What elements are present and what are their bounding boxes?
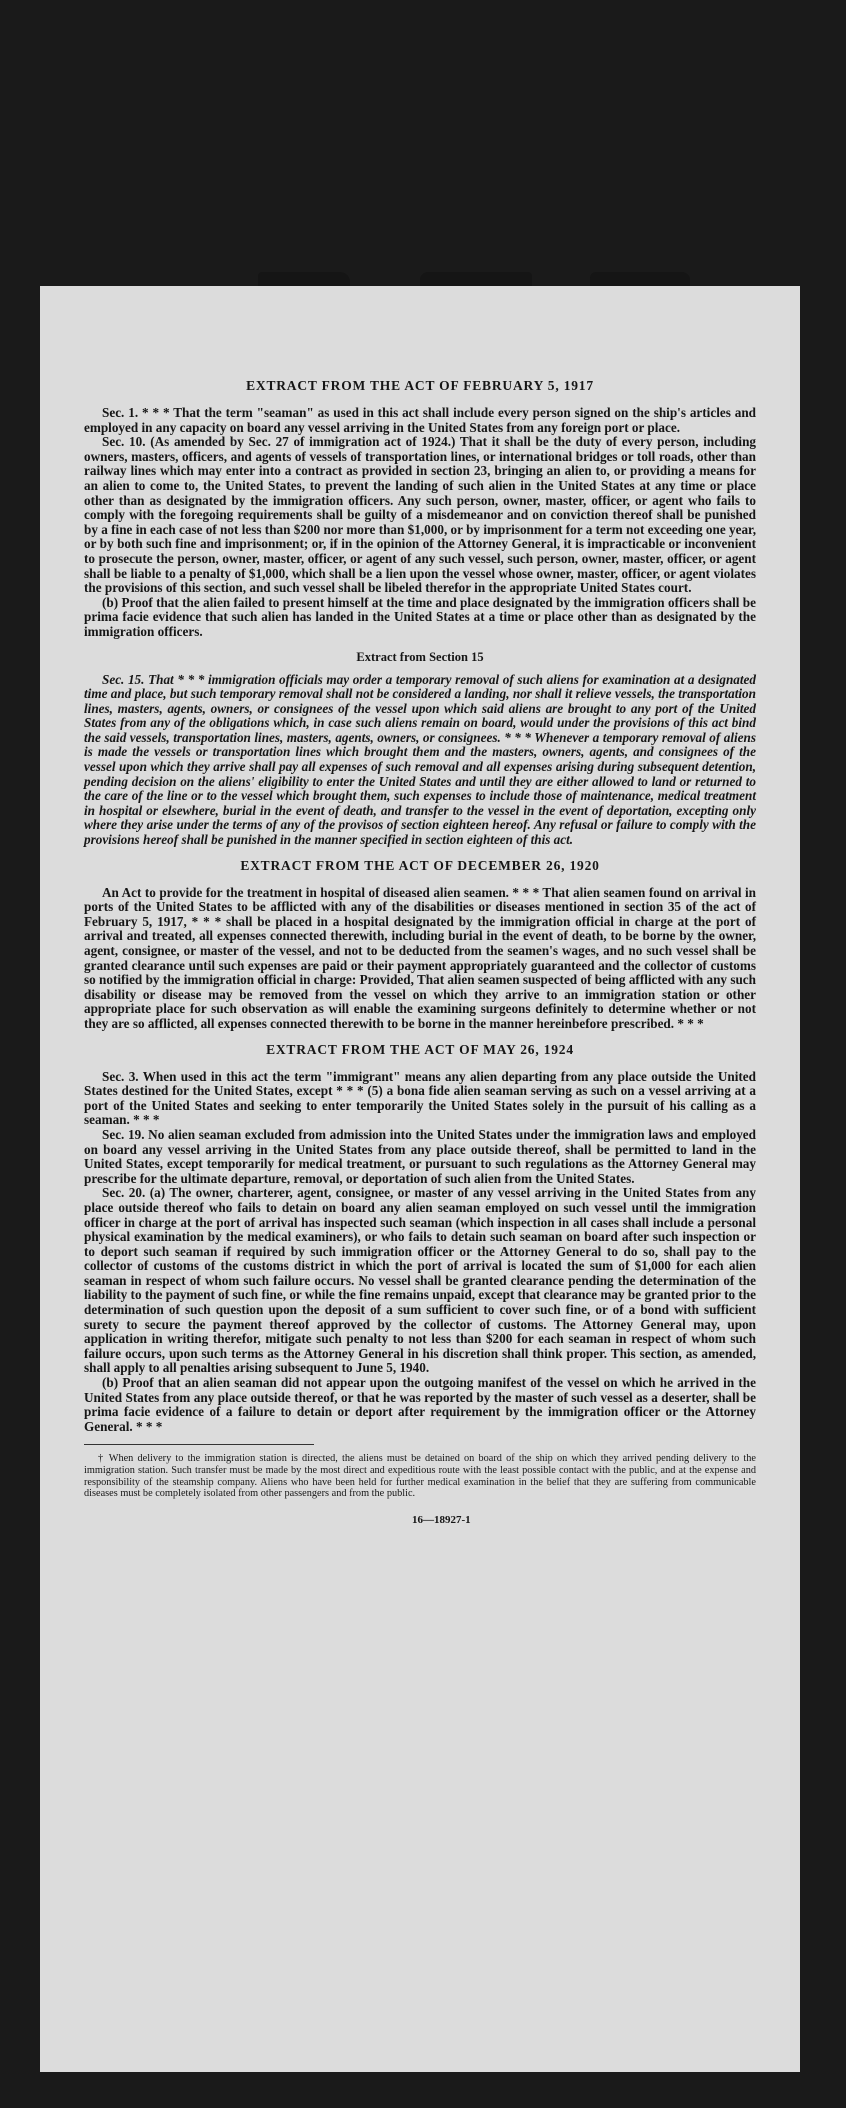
paragraph: (b) Proof that an alien seaman did not appear upon the outgoing manifest of the vessel on which he arrived in the United States from any place outside thereof, or that he was reported by the master of such vessel as a deserter, shall be prima facie evidence of a failure to detain or deport after requirement by the immigration officer or the Attorney General. * * *: [84, 1375, 756, 1434]
section-15-extract: [84, 650, 756, 848]
paragraph: (b) Proof that the alien failed to present himself at the time and place designated by the immigration officers shall be prima facie evidence that such alien has landed in the United States at a time or place other than as designated by the immigration officers.: [84, 594, 756, 639]
document-page: [40, 286, 800, 2072]
section-act-1917: [84, 378, 756, 640]
paragraph: Sec. 20. (a) The owner, charterer, agent, consignee, or master of any vessel arriving in the United States from any place outside thereof who fails to detain on board any alien seaman employed on such vessel until the immigration officer in charge at the port of arrival has inspected such seaman (which inspection in all cases shall include a personal physical examination by the medical examiners), or who fails to detain such seaman on board after such inspection or to deport such seaman if required by such immigration officer or the Attorney General to do so, shall pay to the collector of customs of the customs district in which the port of arrival is located the sum of $1,000 for each alien seaman in respect of whom such failure occurs. No vessel shall be granted clearance pending the determination of the liability to the payment of such fine, or while the fine remains unpaid, except that clearance may be granted prior to the determination of such question upon the deposit of a sum sufficient to cover such fine, or of a bond with sufficient surety to secure the payment thereof approved by the collector of customs. The Attorney General may, upon application in writing therefor, mitigate such penalty to not less than $200 for each seaman in respect of whom such failure occurs, upon such terms as the Attorney General in his discretion shall think proper. This section, as amended, shall apply to all penalties arising subsequent to June 5, 1940.: [84, 1185, 756, 1376]
footnote: [84, 1453, 756, 1499]
paragraph: Sec. 1. * * * That the term "seaman" as used in this act shall include every person signed on the ship's articles and employed in any capacity on board any vessel arriving in the United States from any foreign port or place.: [84, 405, 756, 435]
paragraph: Sec. 19. No alien seaman excluded from admission into the United States under the immigration laws and employed on board any vessel arriving in the United States from any place outside thereof, shall be permitted to land in the United States, except temporarily for medical treatment, or pursuant to such regulations as the Attorney General may prescribe for the ultimate departure, removal, or deportation of such alien from the United States.: [84, 1126, 756, 1186]
paragraph: Sec. 15. That * * * immigration officials may order a temporary removal of such aliens for examination at a designated time and place, but such temporary removal shall not be considered a landing, nor shall it relieve vessels, the transportation lines, masters, agents, owners, or consignees of the vessel upon which said aliens are brought to any port of the United States from any of the obligations which, in case such aliens remain on board, would under the provisions of this act bind the said vessels, transportation lines, masters, agents, owners, or consignees. * * * Whenever a temporary removal of aliens is made the vessels or transportation lines which brought them and the masters, owners, agents, and consignees of the vessel upon which they arrive shall pay all expenses of such removal and all expenses arising during subsequent detention, pending decision on the aliens' eligibility to enter the United States and until they are either allowed to land or returned to the care of the line or to the vessel which brought them, such expenses to include those of maintenance, medical treatment in hospital or elsewhere, burial in the event of death, and transfer to the vessel in the event of deportation, excepting only where they arise under the terms of any of the provisos of section eighteen hereof. Any refusal or failure to comply with the provisions hereof shall be punished in the manner specified in section eighteen of this act.: [84, 671, 756, 848]
section-act-1920: [84, 858, 756, 1032]
paragraph: Sec. 3. When used in this act the term "immigrant" means any alien departing from any place outside the United States destined for the United States, except * * * (5) a bona fide alien seaman serving as such on a vessel arriving at a port of the United States and seeking to enter temporarily the United States solely in the pursuit of his calling as a seaman. * * *: [84, 1068, 756, 1128]
section-heading: EXTRACT FROM THE ACT OF MAY 26, 1924: [266, 1041, 574, 1057]
paragraph: Sec. 10. (As amended by Sec. 27 of immigration act of 1924.) That it shall be the duty of every person, including owners, masters, officers, and agents of vessels of transportation lines, or international bridges or toll roads, other than railway lines which may enter into a contract as provided in section 23, bringing an alien to, or providing a means for an alien to come to, the United States, to prevent the landing of such alien in the United States at any time or place other than as designated by the immigration officers. Any such person, owner, master, officer, or agent who fails to comply with the foregoing requirements shall be guilty of a misdemeanor and on conviction thereof shall be punished by a fine in each case of not less than $200 nor more than $1,000, or by imprisonment for a term not exceeding one year, or by both such fine and imprisonment; or, if in the opinion of the Attorney General, it is impracticable or inconvenient to prosecute the person, owner, master, officer, or agent of any such vessel, such person, owner, master, officer, or agent shall be liable to a penalty of $1,000, which shall be a lien upon the vessel whose owner, master, officer, or agent violates the provisions of this section, and such vessel shall be libeled therefor in the appropriate United States court.: [84, 434, 756, 596]
paragraph: An Act to provide for the treatment in hospital of diseased alien seamen. * * * That alien seamen found on arrival in ports of the United States to be afflicted with any of the disabilities or diseases mentioned in section 35 of the act of February 5, 1917, * * * shall be placed in a hospital designated by the immigration official in charge at the port of arrival and treated, all expenses connected therewith, including burial in the event of death, to be borne by the owner, agent, consignee, or master of the vessel, and not to be deducted from the seamen's wages, and no such vessel shall be granted clearance until such expenses are paid or their payment appropriately guaranteed and the collector of customs so notified by the immigration official in charge: Provided, That alien seamen suspected of being afflicted with any such disability or disease may be removed from the vessel on which they arrive to an immigration station or other appropriate place for such observation as will enable the examining surgeons definitely to determine whether or not they are so afflicted, all expenses connected therewith to be borne in the manner hereinbefore prescribed. * * *: [84, 884, 756, 1031]
footnote-text: † When delivery to the immigration station is directed, the aliens must be detained on board of the ship on which they arrived pending delivery to the immigration station. Such transfer must be made by the most direct and expeditious route with the least possible contact with the public, and at the expense and responsibility of the steamship company. Aliens who have been held for further medical examination in the belief that they are suffering from communicable diseases must be completely isolated from other passengers and from the public.: [84, 1453, 756, 1500]
section-heading: Extract from Section 15: [356, 649, 484, 664]
footnote-divider: [84, 1444, 314, 1445]
section-heading: EXTRACT FROM THE ACT OF DECEMBER 26, 1920: [240, 857, 600, 873]
section-act-1924: [84, 1042, 756, 1435]
form-number: 16—18927-1: [412, 1513, 471, 1526]
section-heading: EXTRACT FROM THE ACT OF FEBRUARY 5, 1917: [246, 378, 594, 393]
